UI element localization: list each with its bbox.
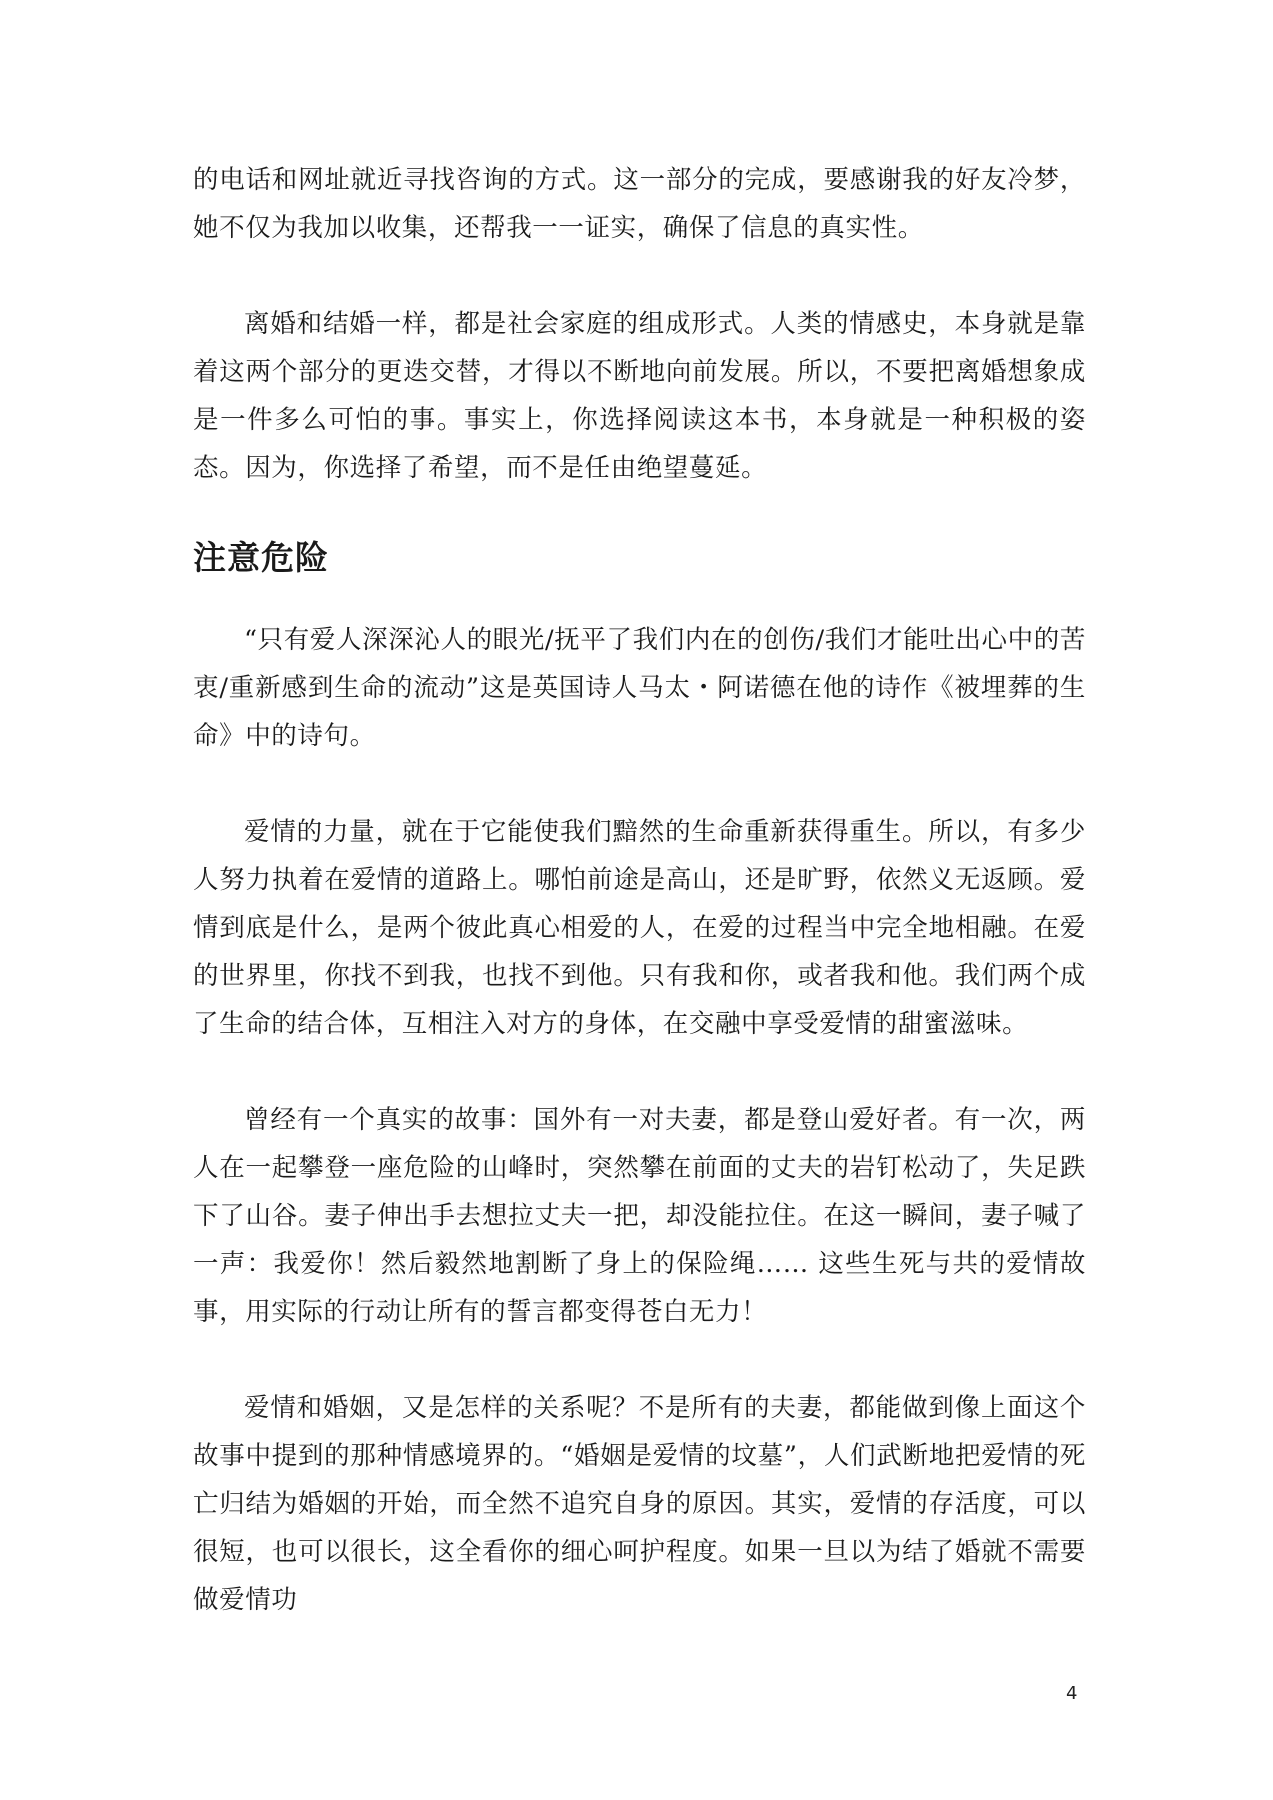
paragraph-divorce: 离婚和结婚一样，都是社会家庭的组成形式。人类的情感史，本身就是靠着这两个部分的更迭交替，才得以不断地向前发展。所以，不要把离婚想象成是一件多么可怕的事。事实上，你选择阅读这本书，本身就是一种积极的姿态。因为，你选择了希望，而不是任由绝望蔓延。 xyxy=(193,309,1086,483)
page-number: 4 xyxy=(1066,1683,1078,1704)
paragraph-gap xyxy=(193,760,1086,808)
paragraph-continued: 的电话和网址就近寻找咨询的方式。这一部分的完成，要感谢我的好友冷梦，她不仅为我加以收集，还帮我一一证实，确保了信息的真实性。 xyxy=(193,165,1086,243)
paragraph-poem-quote: “只有爱人深深沁人的眼光/抚平了我们内在的创伤/我们才能吐出心中的苦衷/重新感到生命的流动”这是英国诗人马太・阿诺德在他的诗作《被埋葬的生命》中的诗句。 xyxy=(193,625,1086,751)
heading-spacing xyxy=(193,582,1086,616)
page-body xyxy=(193,156,1086,1624)
paragraph-power-of-love: 爱情的力量，就在于它能使我们黯然的生命重新获得重生。所以，有多少人努力执着在爱情的道路上。哪怕前途是高山，还是旷野，依然义无返顾。爱情到底是什么，是两个彼此真心相爱的人，在爱的过程当中完全地相融。在爱的世界里，你找不到我，也找不到他。只有我和你，或者我和他。我们两个成了生命的结合体，互相注入对方的身体，在交融中享受爱情的甜蜜滋味。 xyxy=(193,817,1086,1039)
paragraph-true-story: 曾经有一个真实的故事：国外有一对夫妻，都是登山爱好者。有一次，两人在一起攀登一座危险的山峰时，突然攀在前面的丈夫的岩钉松动了，失足跌下了山谷。妻子伸出手去想拉丈夫一把，却没能拉住。在这一瞬间，妻子喊了一声：我爱你！然后毅然地割断了身上的保险绳…… 这些生死与共的爱情故事，用实际的行动让所有的誓言都变得苍白无力！ xyxy=(193,1105,1086,1327)
paragraph-gap xyxy=(193,1336,1086,1384)
section-heading: 注意危险 xyxy=(193,538,329,577)
paragraph-gap xyxy=(193,1048,1086,1096)
paragraph-gap xyxy=(193,252,1086,300)
paragraph-love-and-marriage: 爱情和婚姻，又是怎样的关系呢？不是所有的夫妻，都能做到像上面这个故事中提到的那种情感境界的。“婚姻是爱情的坟墓”，人们武断地把爱情的死亡归结为婚姻的开始，而全然不追究自身的原因。其实，爱情的存活度，可以很短，也可以很长，这全看你的细心呵护程度。如果一旦以为结了婚就不需要做爱情功 xyxy=(193,1393,1086,1615)
heading-spacing xyxy=(193,492,1086,534)
